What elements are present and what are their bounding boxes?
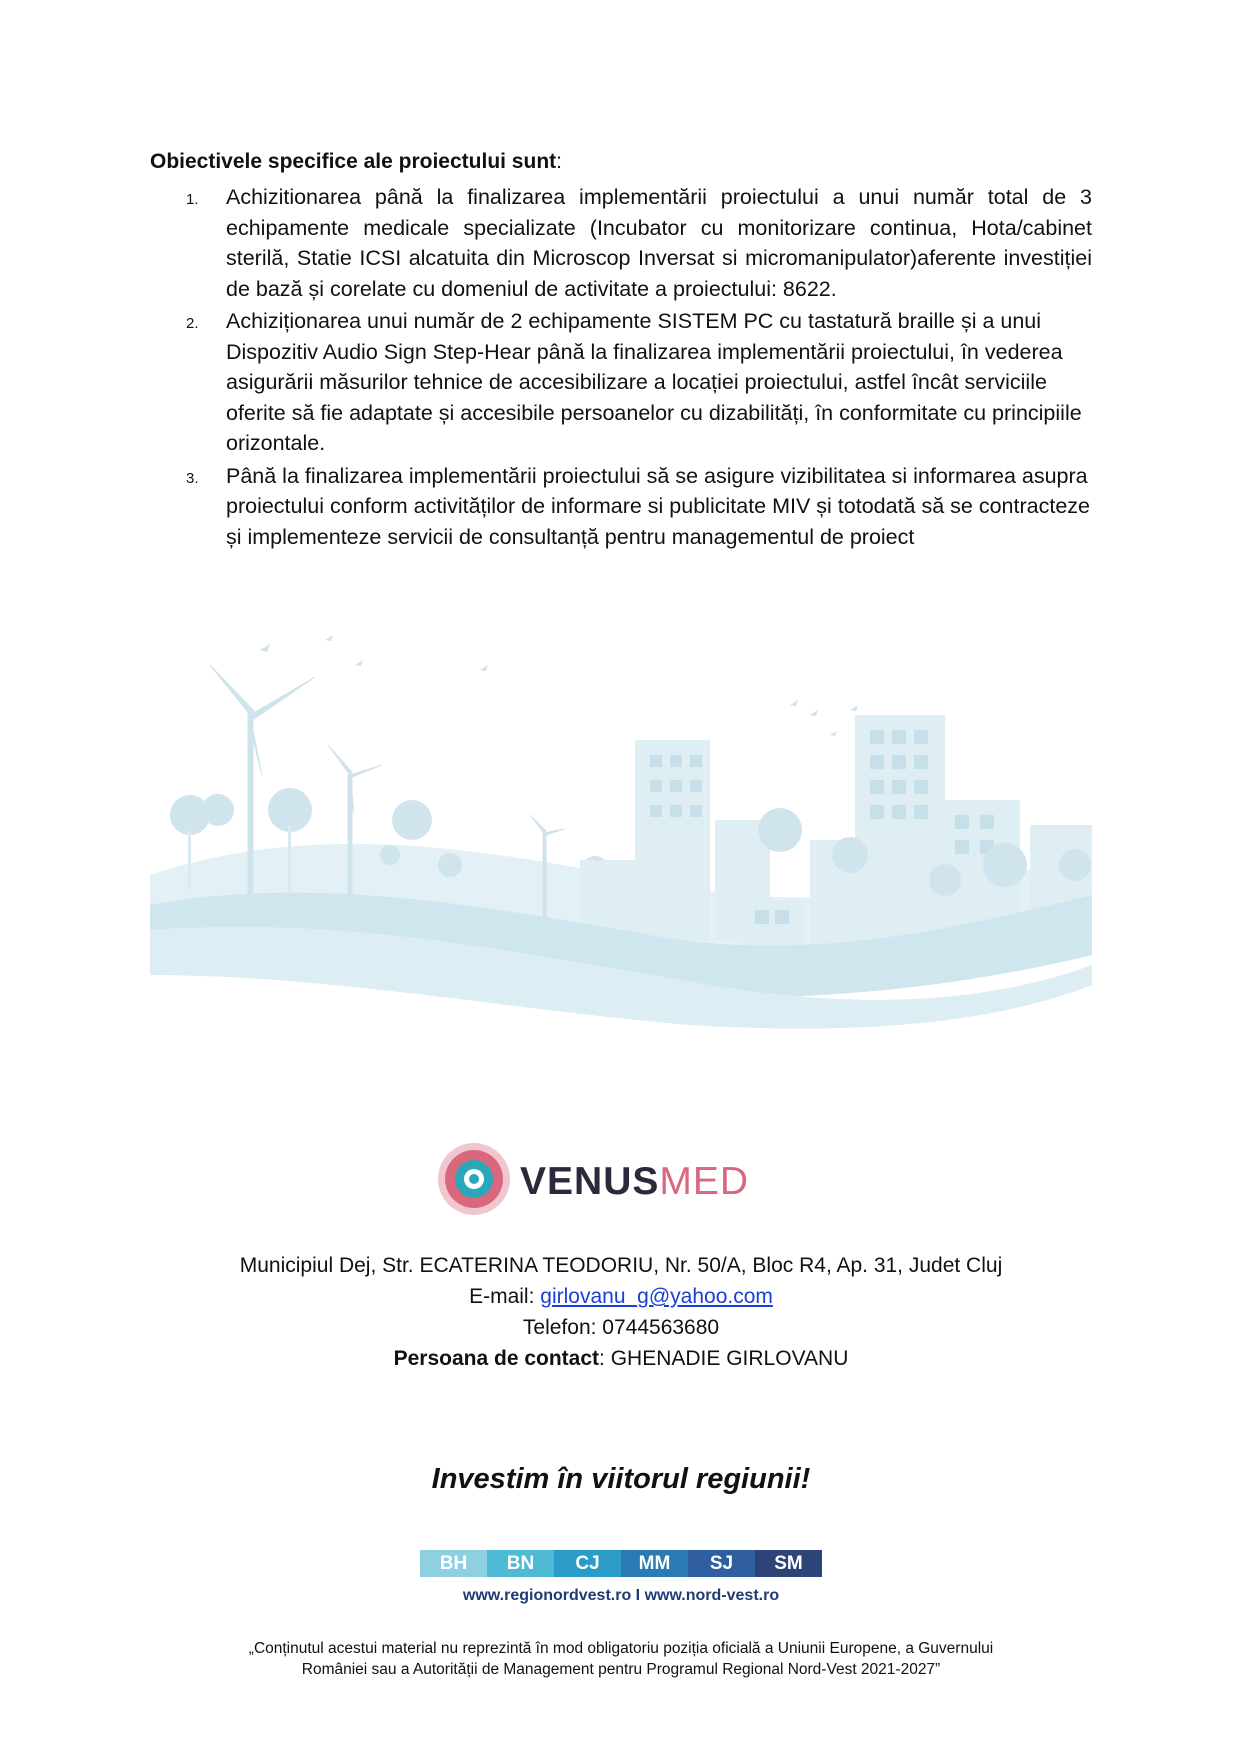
county-bn: BN [487, 1550, 554, 1577]
venusmed-wordmark [520, 1160, 749, 1204]
email-label: E-mail: [469, 1285, 541, 1308]
contact-person-name: GHENADIE GIRLOVANU [610, 1347, 849, 1370]
objective-item [150, 182, 1092, 304]
contact-person-sep: : [599, 1347, 611, 1370]
phone-number: 0744563680 [602, 1316, 720, 1339]
objective-text: Achiziționarea unui număr de 2 echipamente SISTEM PC cu tastatură braille și a unui Dispozitiv Audio Sign Step-Hear până la finalizarea implementării proiectului, în vederea asigurării măsurilor tehnice de accesibilizare a locației proiectului, astfel încât serviciile oferite să fie adaptate și accesibile persoanelor cu dizabilități, în conformitate cu principiile orizontale. [226, 309, 1082, 455]
disclaimer [150, 1638, 1092, 1680]
contact-block [150, 1250, 1092, 1374]
objective-text: Achizitionarea până la finalizarea implementării proiectului a unui număr total de 3 echipamente medicale specializate (Incubator cu monitorizare continua, Hota/cabinet sterilă, Statie ICSI alcatuita din Microscop Inversat si micromanipulator)aferente investiției de bază și corelate cu domeniul de activitate a proiectului: 8622. [226, 185, 1092, 301]
city-illustration [150, 625, 1092, 1040]
objectives-heading-bold: Obiectivele specifice ale proiectului sunt [150, 150, 557, 173]
disclaimer-line-2: României sau a Autorității de Management pentru Programul Regional Nord-Vest 2021-2027” [301, 1661, 941, 1678]
county-cj: CJ [554, 1550, 621, 1577]
websites-line: www.regionordvest.ro I www.nord-vest.ro [462, 1587, 780, 1604]
objectives-heading-suffix: : [556, 150, 562, 173]
logo-text-venus: VENUS [520, 1160, 660, 1203]
objective-item [150, 306, 1092, 459]
address-line: Municipiul Dej, Str. ECATERINA TEODORIU, Nr. 50/A, Bloc R4, Ap. 31, Judet Cluj [239, 1254, 1003, 1277]
contact-person-line [150, 1343, 1092, 1374]
email-link[interactable]: girlovanu_g@yahoo.com [540, 1285, 773, 1308]
email-line [150, 1281, 1092, 1312]
objective-number: 1. [186, 191, 199, 208]
slogan: Investim în viitorul regiunii! [431, 1463, 811, 1495]
objective-number: 3. [186, 469, 199, 487]
county-mm: MM [621, 1550, 688, 1577]
objective-number: 2. [186, 315, 199, 332]
county-bh: BH [420, 1550, 487, 1577]
objective-text: Până la finalizarea implementării proiectului să se asigure vizibilitatea si informarea asupra proiectului conform activităților de informare si publicitate MIV și totodată să se contracteze și implementeze servicii de consultanță pentru managementul de proiect [226, 463, 1090, 549]
county-bar [420, 1550, 822, 1577]
flower-logo-icon [438, 1143, 510, 1215]
phone-line [150, 1312, 1092, 1343]
objectives-heading [150, 150, 562, 174]
logo-text-med: MED [659, 1160, 750, 1203]
disclaimer-line-1: „Conținutul acestui material nu reprezintă în mod obligatoriu poziția oficială a Uniunii Europene, a Guvernului [248, 1640, 994, 1657]
phone-label: Telefon: [522, 1316, 603, 1339]
objectives-list [150, 182, 1092, 554]
objective-item [150, 461, 1092, 553]
contact-person-label: Persoana de contact [393, 1347, 600, 1370]
county-sm: SM [755, 1550, 822, 1577]
county-sj: SJ [688, 1550, 755, 1577]
